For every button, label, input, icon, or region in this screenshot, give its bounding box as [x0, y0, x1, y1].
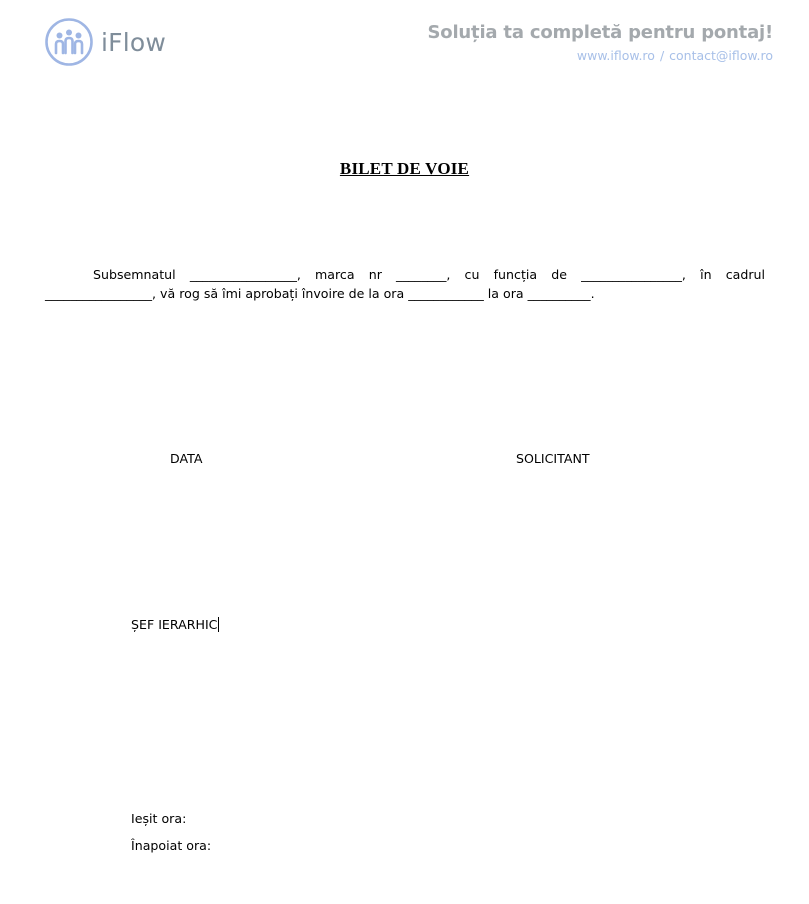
request-text: Subsemnatul _________________, marca nr ________, cu funcția de ________________, în cadrul _________________, vă rog să îmi aprobați învoire de la ora ____________ la ora __________. — [45, 267, 765, 301]
inapoiat-ora-label: Înapoiat ora: — [131, 838, 212, 853]
iesit-ora-label: Ieșit ora: — [131, 811, 187, 826]
sef-ierarhic-line — [131, 617, 219, 632]
logo-text: iFlow — [101, 27, 167, 57]
text-cursor — [218, 617, 219, 632]
data-label: DATA — [170, 451, 203, 466]
website-link[interactable]: www.iflow.ro — [576, 48, 655, 63]
header-tagline-block — [428, 22, 773, 63]
link-separator: / — [659, 48, 665, 63]
document-title: BILET DE VOIE — [339, 159, 470, 178]
email-link[interactable]: contact@iflow.ro — [669, 48, 773, 63]
request-paragraph — [45, 265, 765, 303]
sef-ierarhic-label: ȘEF IERARHIC — [131, 617, 218, 632]
people-group-icon — [45, 18, 93, 66]
iflow-logo — [45, 18, 166, 66]
solicitant-label: SOLICITANT — [516, 451, 590, 466]
tagline: Soluția ta completă pentru pontaj! — [427, 22, 773, 43]
contact-line — [428, 48, 773, 63]
